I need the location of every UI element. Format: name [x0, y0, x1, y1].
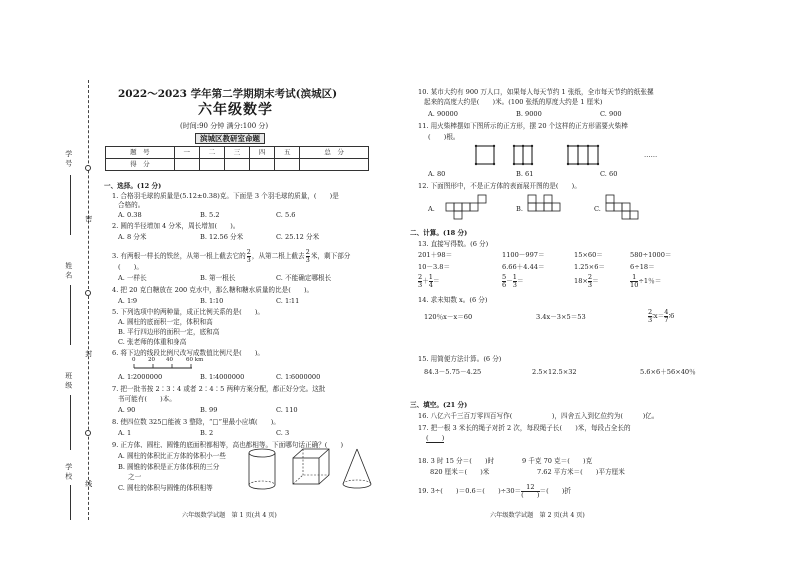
calc-item[interactable]: 6÷18＝	[630, 263, 655, 271]
exam-title: 2022～2023 学年第二学期期末考试(滨城区)	[118, 88, 338, 100]
calc-item[interactable]: 10－3.8＝	[418, 263, 451, 271]
score-table	[105, 146, 369, 171]
q9-option-c[interactable]: C. 圆柱的体积与圆锥的体积相等	[118, 484, 213, 492]
fraction-denominator: 7	[664, 315, 669, 324]
calc-item[interactable]: 6.66＋4.44＝	[502, 263, 545, 271]
q15-text: 15. 用简便方法计算。(6 分)	[418, 355, 502, 363]
section-2-heading: 二、计算。(18 分)	[410, 229, 468, 237]
exam-org: 滨城区教研室命题	[195, 133, 265, 144]
score-cell[interactable]	[224, 159, 249, 171]
q8-option-b[interactable]: B. 2	[200, 429, 214, 437]
school-line[interactable]	[70, 485, 71, 520]
calc-item[interactable]	[574, 274, 599, 288]
fraction-numerator: 2	[305, 248, 310, 256]
fraction-denominator: 3	[587, 280, 593, 289]
operator: ＝	[517, 277, 524, 286]
q5-text: 5. 下列选项中的两种量，成正比例关系的是( )。	[112, 308, 264, 316]
q1-text-cont: 合格的。	[118, 201, 145, 209]
q2-option-a[interactable]: A. 8 分米	[118, 233, 147, 241]
calc-item[interactable]: 15×60＝	[574, 251, 603, 259]
q7-option-a[interactable]: A. 90	[118, 406, 136, 414]
q12-option-c[interactable]: C.	[594, 205, 601, 213]
exam-subject: 六年级数学	[198, 102, 273, 118]
q5-option-a[interactable]: A. 圆柱的底面积一定，体积和高	[118, 318, 213, 326]
seal-char: 密	[84, 215, 93, 222]
operand: 18×	[574, 277, 588, 286]
fraction-denominator: 6	[502, 280, 507, 289]
q8-text: 8. 使四位数 325□能被 3 整除，“□”里最小应填( )。	[112, 418, 280, 426]
q12-option-b[interactable]: B.	[516, 205, 523, 213]
fraction-numerator: 2	[418, 273, 423, 281]
equation[interactable]: 120％x－x＝60	[424, 313, 473, 321]
q3-text-part: 3. 有两根一样长的铁丝，从第一根上截去它的	[112, 252, 246, 261]
q7-option-c[interactable]: C. 110	[276, 406, 298, 414]
q18-item[interactable]: 820 厘米＝( )米	[430, 468, 490, 476]
calc-item[interactable]: 580÷1000＝	[630, 251, 672, 259]
fraction	[306, 249, 310, 263]
q3-text-part: ，从第二根上截去	[251, 252, 305, 261]
binding-hole	[85, 430, 91, 436]
score-header-cell: 题 号	[106, 147, 175, 159]
fraction-numerator: 5	[502, 273, 507, 281]
score-header-cell: 三	[224, 147, 249, 159]
fraction-denominator: 3	[305, 255, 310, 264]
fraction-denominator: 3	[418, 280, 423, 289]
equation[interactable]: 3.4x－3×5＝53	[536, 313, 586, 321]
fraction-numerator: 1	[630, 274, 638, 282]
fraction-numerator: ( )	[426, 434, 445, 442]
q4-option-c[interactable]: C. 1∶11	[276, 297, 300, 305]
scale-bar	[130, 364, 200, 370]
score-header-cell: 一	[174, 147, 199, 159]
class-label: 班 级	[64, 372, 73, 389]
scale-tick-label: 40	[166, 357, 173, 363]
fraction	[521, 484, 539, 498]
fraction-denominator: 4	[428, 280, 433, 289]
student-name-line[interactable]	[70, 285, 71, 345]
operator: ＝	[433, 277, 440, 286]
operator: ＋	[422, 277, 429, 286]
score-header-cell: 五	[275, 147, 300, 159]
fraction-denominator: ( )	[521, 490, 540, 499]
student-name-label: 姓 名	[64, 262, 73, 279]
q9-option-b[interactable]: B. 圆锥的体积是正方体体积的三分	[118, 463, 220, 471]
score-cell[interactable]	[300, 159, 369, 171]
scale-tick-label: 20	[148, 357, 155, 363]
q13-text: 13. 直接写得数。(6 分)	[418, 240, 489, 248]
q18-item[interactable]: 7.62 平方米＝( )平方厘米	[537, 468, 625, 476]
q4-text: 4. 把 20 克白糖放在 200 克水中，那么糖和糖水质量的比是( )。	[112, 286, 314, 294]
q19-part: ＝( )折	[539, 487, 572, 496]
score-header-cell: 二	[199, 147, 224, 159]
q2-option-b[interactable]: B. 12.56 分米	[200, 233, 244, 241]
binding-hole	[85, 165, 91, 171]
binding-hole	[85, 290, 91, 296]
fraction-numerator: 1	[428, 273, 433, 281]
simplify-item[interactable]: 5.6×6＋56×40％	[640, 368, 696, 376]
calc-item[interactable]: 1100－997＝	[502, 251, 545, 259]
q4-option-a[interactable]: A. 1∶9	[118, 297, 138, 305]
q10-text-cont: 起来的高度大约是( )米。(100 张纸的厚度大约是 1 厘米)	[424, 98, 603, 106]
q6-option-c[interactable]: C. 1∶6000000	[276, 373, 321, 381]
q19-text[interactable]	[418, 484, 571, 498]
score-cell[interactable]	[174, 159, 199, 171]
fraction-denominator: 3	[648, 315, 653, 324]
scale-tick-label: 60 km	[186, 357, 204, 363]
cube-icon	[293, 449, 329, 484]
q7-text-cont: 书可能有( )本。	[118, 395, 176, 403]
fraction-numerator: 4	[664, 308, 669, 316]
calc-item[interactable]	[630, 274, 661, 288]
fraction-denominator: 3	[246, 255, 251, 264]
simplify-item[interactable]: 2.5×12.5×32	[532, 368, 577, 376]
figure-ellipsis: ……	[644, 151, 658, 159]
q11-option-a[interactable]: A. 80	[428, 170, 446, 178]
q14-text: 14. 求未知数 x。(6 分)	[418, 296, 488, 304]
calc-item[interactable]	[418, 274, 440, 288]
scale-tick-label: 0	[132, 357, 136, 363]
q9-option-b-cont: 之一	[128, 473, 142, 481]
q18-item[interactable]: 18. 3 时 15 分＝( )时	[418, 457, 495, 465]
equation[interactable]	[648, 309, 674, 323]
q3-text-part: 米，剩下部分	[310, 252, 351, 261]
operator: ∶x＝	[652, 312, 665, 321]
q1-text: 1. 合格羽毛球的质量是(5.12±0.38)克。下面是 3 个羽毛球的质量，( )是	[112, 192, 339, 200]
q9-text: 9. 正方体、圆柱、圆锥的底面积都相等，高也都相等。下面哪句话正确？( )	[112, 441, 344, 449]
q10-option-a[interactable]: A. 90000	[428, 110, 458, 118]
student-number-label: 学 号	[64, 150, 73, 167]
calc-item[interactable]: $\frac{5}{6}$ － $\frac{1}{3}$ ＝	[502, 273, 524, 289]
q8-option-c[interactable]: C. 3	[276, 429, 290, 437]
q11-option-b[interactable]: B. 61	[516, 170, 534, 178]
seal-char: 封	[84, 350, 93, 357]
fraction	[502, 274, 506, 288]
q7-text: 7. 把一批书按 2∶3∶4 或者 2∶4∶5 两种方案分配，都正好分完。这批	[112, 385, 326, 393]
fraction-denominator: 10	[630, 280, 639, 289]
q3-text	[112, 249, 350, 263]
score-header-cell: 总 分	[300, 147, 369, 159]
q12-option-a[interactable]: A.	[428, 205, 435, 213]
simplify-item[interactable]: 84.3－5.75－4.25	[424, 368, 482, 376]
q6-text: 6. 将下边的线段比例尺改写成数值比例尺是( )。	[112, 349, 264, 357]
q2-option-c[interactable]: C. 25.12 分米	[276, 233, 320, 241]
q6-option-a[interactable]: A. 1∶2000000	[118, 373, 163, 381]
score-header-cell: 四	[250, 147, 275, 159]
q12-text: 12. 下面图形中，不是正方体的表面展开图的是( )。	[418, 182, 581, 190]
calc-item[interactable]: 201＋98＝	[418, 251, 453, 259]
fraction-numerator: 12	[521, 484, 539, 492]
q3-option-c[interactable]: C. 不能确定哪根长	[276, 274, 332, 282]
q17-text: 17. 把一根 3 米长的绳子对折 2 次，每段绳子长( )米，每段占全长的	[418, 424, 631, 432]
operator: ∶6	[668, 312, 675, 321]
q8-option-a[interactable]: A. 1	[118, 429, 132, 437]
operator: ÷1％＝	[638, 277, 662, 286]
cylinder-icon	[249, 449, 275, 489]
fraction-numerator: 2	[246, 248, 251, 256]
q10-option-b[interactable]: B. 9000	[516, 110, 542, 118]
q18-item[interactable]: 9 千克 70 克＝( )克	[522, 457, 593, 465]
q16-text: 16. 八亿六千三百万零四百写作( )，四舍五入到亿位约为( )亿。	[418, 412, 659, 420]
fraction-numerator: 1	[512, 273, 517, 281]
score-cell[interactable]	[250, 159, 275, 171]
fraction-numerator: 2	[587, 273, 593, 281]
q17-fraction-blank[interactable]	[426, 435, 444, 451]
q11-text-cont: ( )根。	[428, 133, 460, 141]
section-1-heading: 一、选择。(12 分)	[104, 182, 162, 190]
q7-option-b[interactable]: B. 99	[200, 406, 218, 414]
class-line[interactable]	[70, 395, 71, 450]
score-row-label: 得 分	[106, 159, 175, 171]
operator: ＝	[592, 277, 599, 286]
q11-option-c[interactable]: C. 60	[600, 170, 618, 178]
school-label: 学 校	[64, 463, 73, 480]
calc-item[interactable]: 1.25×6＝	[574, 263, 605, 271]
seal-char: 线	[84, 480, 93, 487]
solids-figure	[245, 446, 375, 494]
left-page-footer: 六年级数学试题 第 1 页(共 4 页)	[182, 512, 277, 519]
right-page-footer: 六年级数学试题 第 2 页(共 4 页)	[490, 512, 585, 519]
fraction-denominator: 3	[512, 280, 517, 289]
q11-text: 11. 用火柴棒摆如下图所示的正方形，摆 20 个这样的正方形需要火柴棒	[418, 122, 628, 130]
q6-option-b[interactable]: B. 1∶4000000	[200, 373, 245, 381]
q10-text: 10. 某市大约有 900 万人口，如果每人每天节约 1 张纸，全市每天节约的纸张摞	[418, 88, 654, 96]
score-cell[interactable]	[199, 159, 224, 171]
q1-option-a[interactable]: A. 0.38	[118, 211, 142, 219]
q5-option-b[interactable]: B. 平行四边形的面积一定，底和高	[118, 328, 220, 336]
fraction	[247, 249, 251, 263]
q2-text: 2. 圆的半径增加 4 分米，周长增加( )。	[112, 222, 240, 230]
q4-option-b[interactable]: B. 1∶10	[200, 297, 224, 305]
q5-option-c[interactable]: C. 张老师的体重和身高	[118, 338, 187, 346]
q19-part: 19. 3÷( )＝0.6＝( )÷30＝	[418, 487, 522, 496]
section-3-heading: 三、填空。(21 分)	[410, 401, 468, 409]
exam-meta: (时间:90 分钟 满分:100 分)	[180, 122, 269, 130]
q3-option-b[interactable]: B. 第一根长	[200, 274, 236, 282]
fraction-numerator: 2	[648, 308, 653, 316]
cone-icon	[343, 449, 371, 488]
binding-dashed-line	[88, 80, 89, 520]
matchstick-squares-figure	[470, 142, 670, 168]
q9-option-a[interactable]: A. 圆柱的体积比正方体的体积小一些	[118, 452, 226, 460]
q1-option-c[interactable]: C. 5.6	[276, 211, 296, 219]
q10-option-c[interactable]: C. 900	[600, 110, 622, 118]
q3-option-a[interactable]: A. 一样长	[118, 274, 147, 282]
score-cell[interactable]	[275, 159, 300, 171]
q3-text-cont: ( )。	[118, 263, 143, 271]
q1-option-b[interactable]: B. 5.2	[200, 211, 220, 219]
student-number-line[interactable]	[70, 175, 71, 235]
cube-nets-figure	[440, 193, 690, 223]
